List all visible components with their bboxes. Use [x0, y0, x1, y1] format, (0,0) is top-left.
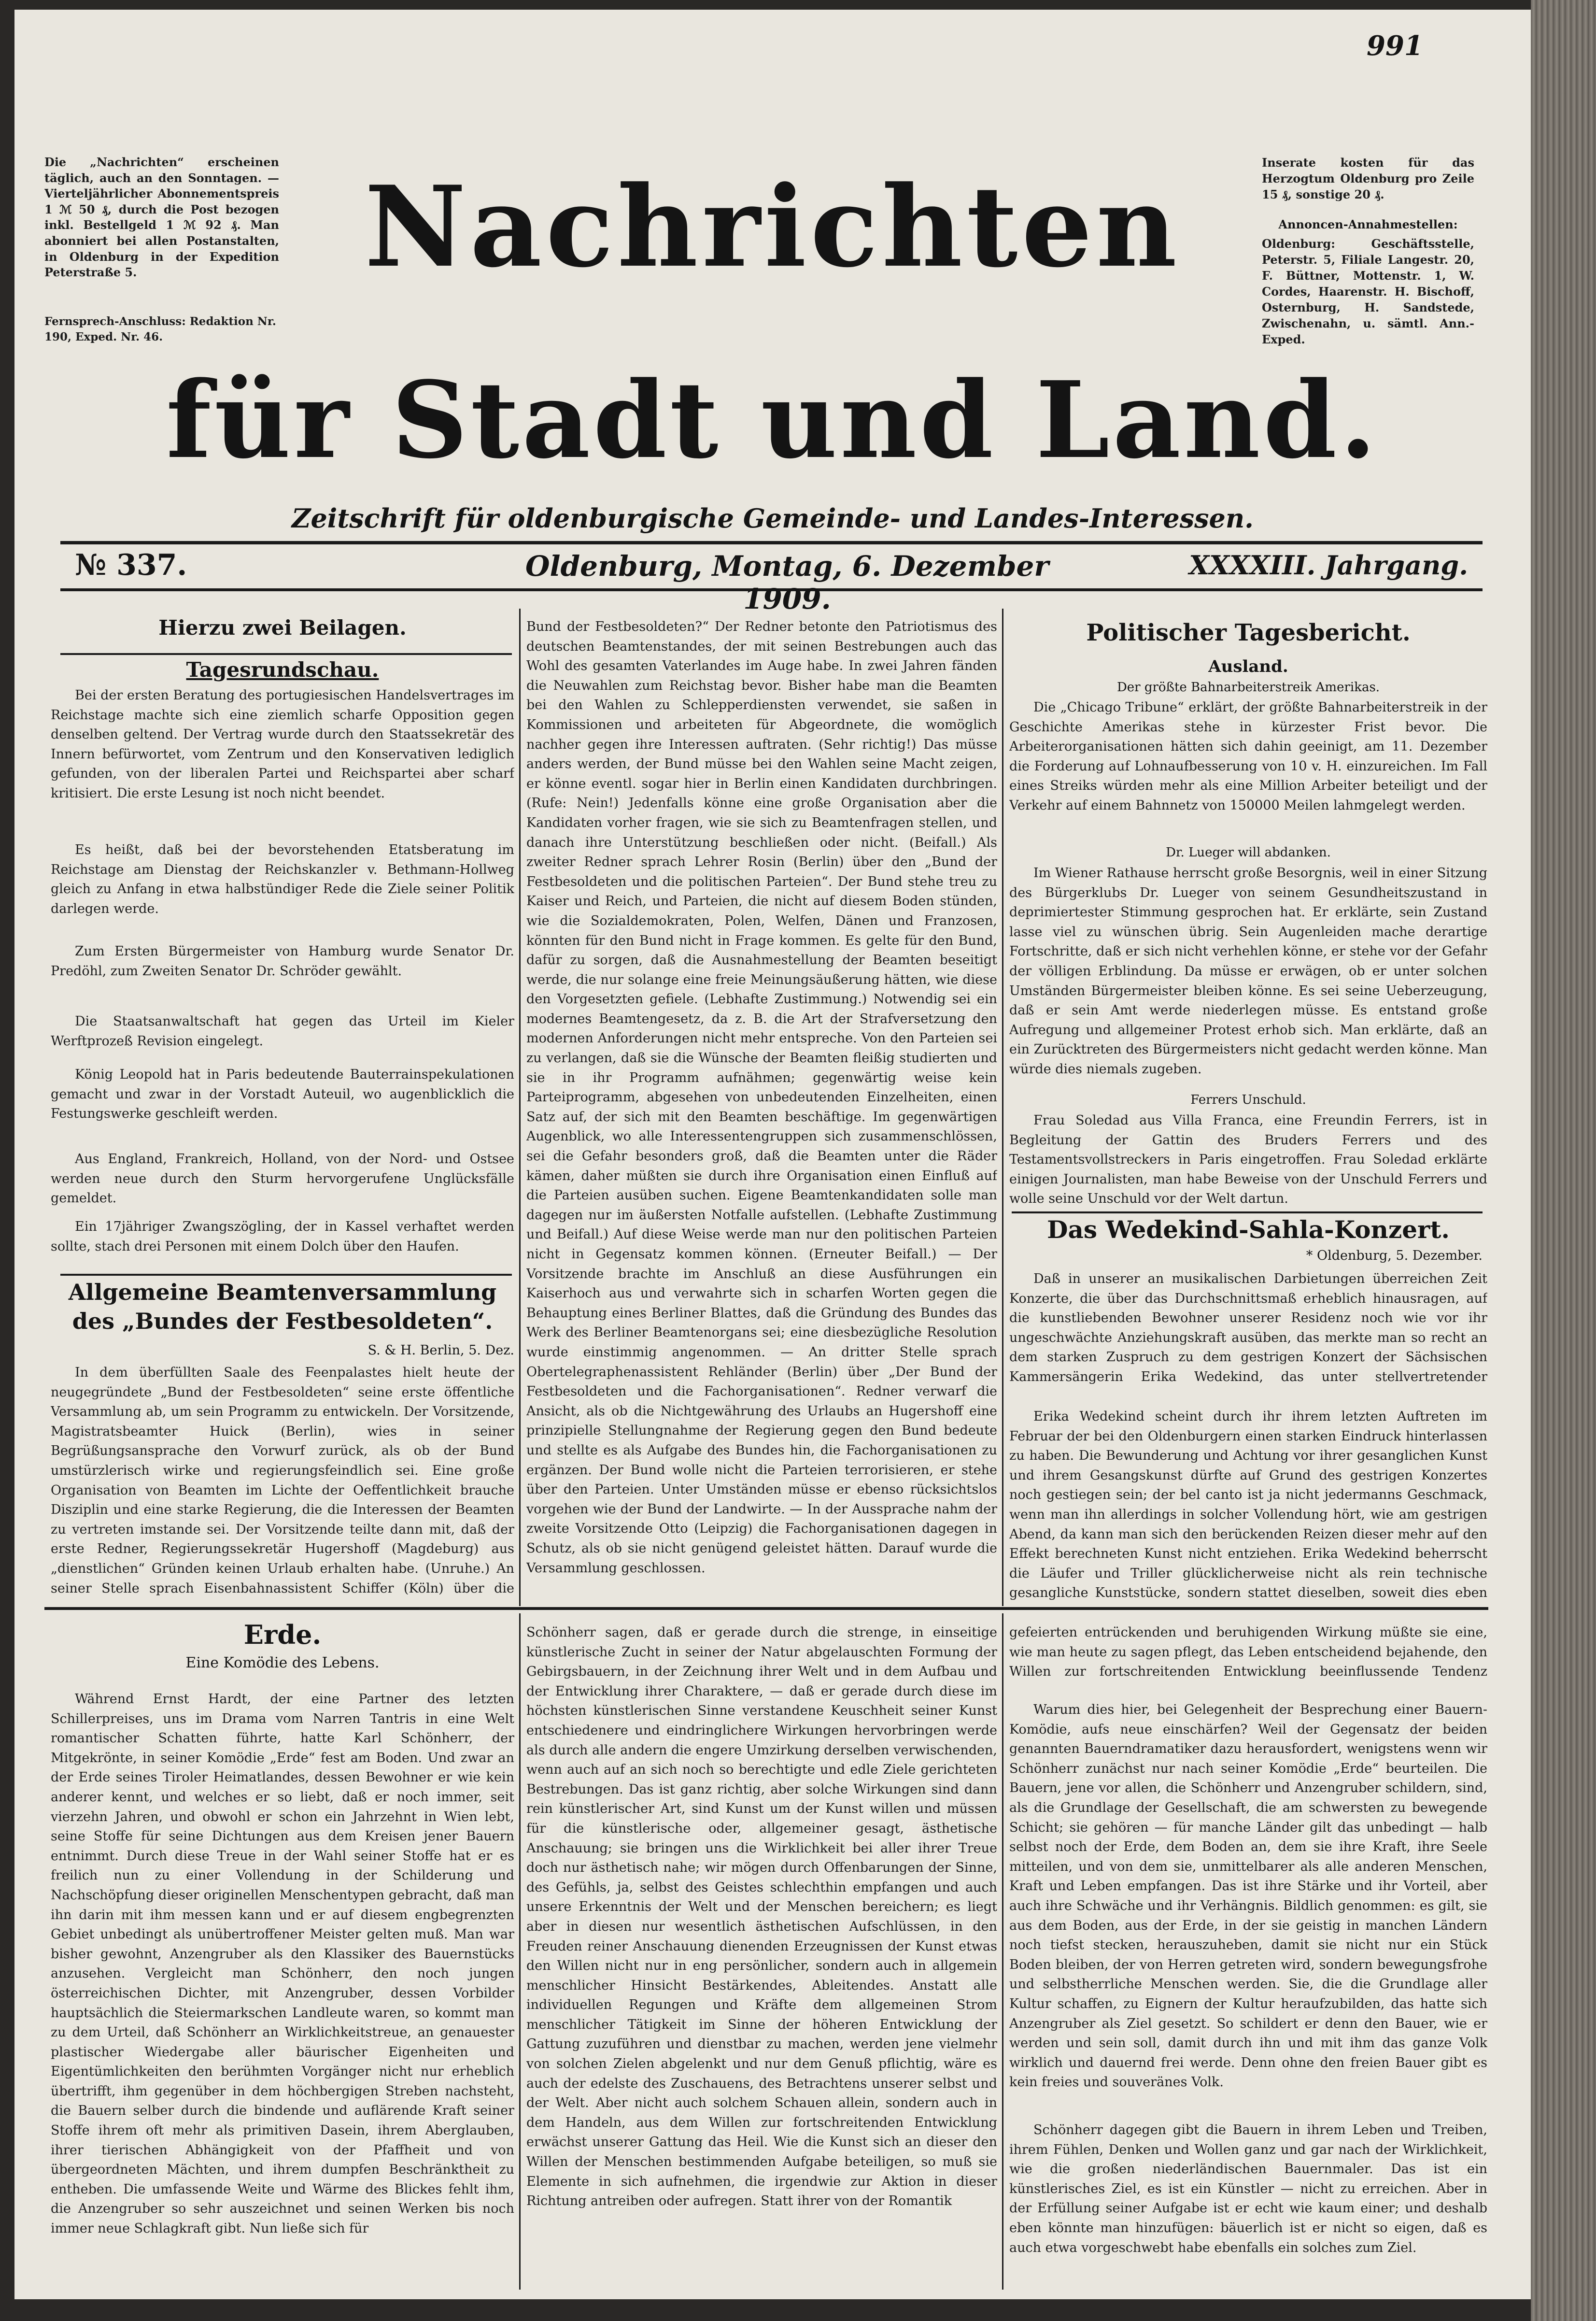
- issue-date: Oldenburg, Montag, 6. Dezember 1909.: [525, 550, 1049, 615]
- phone-info: Fernsprech-Anschluss: Redaktion Nr. 190, Exped. Nr. 46.: [44, 315, 276, 343]
- book-spine: [1531, 0, 1596, 2321]
- advert-offices: Oldenburg: Geschäftsstelle, Peterstr. 5, Filiale Langestr. 20, F. Büttner, Mottenstr. 1, W. Cordes, Haarenstr. H. Bischoff, Osternburg, H. Sandstede, Zwischenahn, u. sämtl. Ann.-Exped.: [1262, 237, 1474, 346]
- col1-paragraph-4: Die Staatsanwaltschaft hat gegen das Urteil im Kieler Werftprozeß Revision eingelegt.: [51, 1014, 514, 1049]
- tagesbericht-heading: Politischer Tagesbericht.: [1086, 619, 1411, 646]
- konzert-heading: Das Wedekind-Sahla-Konzert.: [1047, 1215, 1450, 1244]
- feuilleton-paragraph-5: Schönherr dagegen gibt die Bauern in ihrem Leben und Treiben, ihrem Fühlen, Denken und Wollen ganz und gar nach der Wirklichkeit, wie die großen niederländischen Bauernmaler. Das ist ein künstlerisches Ziel, es ist ein Künstler — nicht zu erreichen. Aber in der Erfüllung seiner Aufgabe ist er echt wie kaum einer; und deshalb eben könnte man hinzufügen: bäuerlich ist er nicht so eigen, daß es auch etwa vorgeschwebt habe ebenfalls ein solches zum Ziel.: [1009, 2122, 1487, 2255]
- advert-offices-heading: Annoncen-Annahmestellen:: [1278, 217, 1458, 231]
- beilagen-note: Hierzu zwei Beilagen.: [158, 616, 407, 640]
- feuilleton-paragraph-4: Warum dies hier, bei Gelegenheit der Besprechung einer Bauern-Komödie, aufs neue einschärfen? Weil der Gegensatz der beiden genannten Bauerndramatiker dazu herausfordert, wenigstens wenn wir Schönherr zunächst nur nach seiner Komödie „Erde“ beurteilen. Die Bauern, jene vor allen, die Schönherr und Anzengruber schildern, sind, als die Grundlage der Gesellschaft, die am schwersten zu bewegende Schicht; sie gehören — für manche Länder gilt das unbedingt — halb selbst noch der Erde, dem Boden an, dem sie ihre Kraft, ihre Seele mitteilen, und von dem sie, unmittelbarer als alle anderen Menschen, Kraft und Leben empfangen. Das ist ihre Stärke und ihr Vorteil, aber auch ihre Schwäche und ihr Verhängnis. Bildlich genommen: es gilt, sie aus dem Boden, aus der Erde, in der sie geistig in manchen Ländern noch tiefst stecken, herauszuheben, damit sie nicht nur ein Stück Boden bleiben, der von Herren getreten wird, sondern bewegungsfrohe und selbstherrliche Menschen werden. Sie, die die Grundlage aller Kultur schaffen, zu Eignern der Kultur heraufzubilden, das hatte sich Anzengruber als Ziel gesetzt. So schildert er denn den Bauer, wie er werden und sein soll, damit durch ihn und mit ihm das ganze Volk wirklich und dauernd frei werde. Denn ohne den freien Bauer gibt es kein freies und souveränes Volk.: [1009, 1702, 1487, 2090]
- col3-paragraph-3: Frau Soledad aus Villa Franca, eine Freundin Ferrers, ist in Begleitung der Gattin des Bruders Ferrers und des Testamentsvollstreckers in Paris eingetroffen. Frau Soledad erklärte einigen Journalisten, man habe Beweise von der Unschuld Ferrers und wolle seine Unschuld vor der Welt dartun.: [1009, 1113, 1487, 1207]
- page-number: 991: [1367, 30, 1423, 62]
- col2-article-continued: Bund der Festbesoldeten?“ Der Redner betonte den Patriotismus des deutschen Beamtenstandes, der mit seinen Bestrebungen auch das Wohl des gesamten Vaterlandes im Auge habe. In zwei Jahren fänden die Neuwahlen zum Reichstag bevor. Bisher habe man die Beamten bei den Wahlen zu Schlepperdiensten verwendet, sie saßen in Kommissionen und arbeiteten für Abgeordnete, die womöglich nachher gegen ihre Interessen auftraten. (Sehr richtig!) Das müsse anders werden, der Bund müsse bei den Wahlen seine Macht zeigen, er könne eventl. sogar hier in Berlin einen Kandidaten durchbringen. (Rufe: Nein!) Jedenfalls könne eine große Organisation aber die Kandidaten vorher fragen, wie sie sich zu Beamtenfragen stellen, und danach ihre Unterstützung beschließen oder nicht. (Beifall.) Als zweiter Redner sprach Lehrer Rosin (Berlin) über den „Bund der Festbesoldeten und die politischen Parteien“. Der Bund stehe treu zu Kaiser und Reich, und Parteien, die nicht auf diesem Boden stünden, wie die Sozialdemokraten, Polen, Welfen, Dänen und Franzosen, könnten für den Bund nicht in Frage kommen. Es gelte für den Bund, dafür zu sorgen, daß die Ausnahmestellung der Beamten beseitigt werde, die nur solange eine freie Meinungsäußerung hätten, wie diese den Vorgesetzten gefiele. (Lebhafte Zustimmung.) Notwendig sei ein modernes Beamtengesetz, da z. B. die Art der Strafversetzung den modernen Anforderungen nicht mehr entspreche. Von den Parteien sei zu verlangen, daß sie die Wünsche der Beamten fleißig studierten und sie in ihr Programm aufnähmen; gegenwärtig weise kein Parteiprogramm, abgesehen von unbedeutenden Einzelheiten, einen Satz auf, der sich mit den Beamten beschäftige. Im gegenwärtigen Augenblick, wo alle Interessentengruppen sich zusammenschlössen, sei die Gefahr besonders groß, daß die Beamten unter die Räder kämen, daher müßten sie durch ihre Organisation einen Einfluß auf die Parteien ausüben suchen. Eigene Beamtenkandidaten solle man dagegen nur im äußersten Notfalle aufstellen. (Lebhafte Zustimmung und Beifall.) Auf diese Weise werde man nur den politischen Parteien nicht in Gegensatz kommen können. (Erneuter Beifall.) — Der Vorsitzende brachte im Anschluß an diese Ausführungen ein Kaiserhoch aus und verwahrte sich in scharfen Worten gegen die Behauptung eines Berliner Blattes, daß die Gründung des Bundes das Werk des Berliner Beamtenorgans sei; eine diesbezügliche Resolution wurde einstimmig angenommen. — An dritter Stelle sprach Obertelegraphenassistent Rehländer (Berlin) über „Der Bund der Festbesoldeten und die Fachorganisationen“. Redner verwarf die Ansicht, als ob die Nichtgewährung des Urlaubs an Hugershoff eine prinzipielle Stellungnahme der Regierung gegen den Bund bedeute und stellte es als Aufgabe des Bundes hin, die Fachorganisationen zu ergänzen. Der Bund wolle nicht die Parteien terrorisieren, er stehe über den Parteien. Unter Umständen müsse er ebenso rücksichtslos vorgehen wie der Bund der Landwirte. — In der Aussprache nahm der zweite Vorsitzende Otto (Leipzig) die Fachorganisationen dagegen in Schutz, als ob sie nicht genügend geleistet hätten. Darauf wurde die Versammlung geschlossen.: [526, 619, 997, 1576]
- col1-paragraph-2: Es heißt, daß bei der bevorstehenden Etatsberatung im Reichstage am Dienstag der Reichskanzler v. Bethmann-Hollweg gleich zu Anfang in etwa halbstündiger Rede die Ziele seiner Politik darlegen werde.: [51, 842, 514, 916]
- feuilleton-rule: [44, 1607, 1488, 1610]
- masthead-title-line1: Nachrichten: [364, 162, 1181, 292]
- col1-paragraph-6: Aus England, Frankreich, Holland, von der Nord- und Ostsee werden neue durch den Sturm hervorgerufene Unglücksfälle gemeldet.: [51, 1152, 514, 1206]
- dateline-rule-top: [60, 541, 1483, 544]
- masthead-subtitle: Zeitschrift für oldenburgische Gemeinde- und Landes-Interessen.: [292, 503, 1254, 534]
- masthead-title-line2: für Stadt und Land.: [166, 358, 1380, 482]
- col3-byline: * Oldenburg, 5. Dezember.: [1306, 1248, 1483, 1263]
- feuilleton-paragraph-2: Schönherr sagen, daß er gerade durch die strenge, in einseitige künstlerische Zucht in seiner der Natur abgelauschten Formung der Gebirgsbauern, in der Zeichnung ihrer Welt und in dem Aufbau und der Entwicklung ihrer Charaktere, — daß er gerade durch diese im höchsten künstlerischen Sinne verstandene Keuschheit seiner Kunst entschiedenere und eindringlichere Wirkungen hervorbringen werde als durch alle andern die engere Umzirkung derselben verwischenden, wenn auch auf an sich noch so berechtigte und edle Ziele gerichteten Bestrebungen. Das ist ganz richtig, aber solche Wirkungen sind dann rein künstlerischer Art, sind Kunst um der Kunst willen und müssen für die künstlerische oder, allgemeiner gesagt, ästhetische Anschauung; sie bringen uns die Wirklichkeit bei aller ihrer Treue doch nur ästhetisch nahe; wir mögen durch Offenbarungen der Sinne, des Gefühls, ja, selbst des Geistes schlechthin empfangen und auch unsere Erkenntnis der Welt und der Menschen bereichern; es liegt aber in diesen nur wesentlich ästhetischen Aufschlüssen, in den Freuden reiner Anschauung dienenden Erzeugnissen der Kunst etwas den Willen nicht nur in eng persönlicher, sondern auch in allgemein menschlicher Hinsicht Bestärkendes, Ableitendes. Anstatt alle individuellen Regungen und Kräfte dem allgemeinen Strom menschlicher Tätigkeit im Sinne der höheren Entwicklung der Gattung zuzuführen und dienstbar zu machen, werden jene vielmehr von solchen Zielen abgelenkt und nur dem Genuß pflichtig, wäre es auch der edelste des Zuschauens, des Betrachtens unserer selbst und der Welt. Aber nicht auch solchem Schauen allein, sondern auch in dem Handeln, aus dem Willen zur fortschreitenden Entwicklung erwächst unserer Gattung das Heil. Wie die Kunst sich an dieser den Willen der Menschen bestimmenden Aufgabe beteiligen, so muß sie Elemente in sich aufnehmen, die irgendwie zur Aktion in dieser Richtung antreiben oder aufregen. Statt ihrer von der Romantik: [526, 1625, 997, 2209]
- col3-rule-a: [1012, 1211, 1483, 1213]
- col3-paragraph-1: Die „Chicago Tribune“ erklärt, der größte Bahnarbeiterstreik in der Geschichte Amerikas stehe in kürzester Frist bevor. Die Arbeiterorganisationen hätten sich dahin geeinigt, am 11. Dezember die Forderung auf Lohnaufbesserung von 10 v. H. einzureichen. Im Fall eines Streiks würden mehr als eine Million Arbeiter beteiligt und der Verkehr auf einem Bahnnetz von 150000 Meilen lahmgelegt werden.: [1009, 700, 1487, 813]
- feuilleton-paragraph-1: Während Ernst Hardt, der eine Partner des letzten Schillerpreises, uns im Drama vom Narren Tantris in eine Welt romantischer Schatten führte, hatte Karl Schönherr, der Mitgekrönte, in seiner Komödie „Erde“ fest am Boden. Und zwar an der Erde seines Tiroler Heimatlandes, dessen Bewohner er wie kein anderer kennt, und welches er so liebt, daß er noch immer, seit vierzehn Jahren, und obwohl er schon ein Jahrzehnt in Wien lebt, seine Stoffe für seine Dichtungen aus dem Kreisen jener Bauern entnimmt. Durch diese Treue in der Wahl seiner Stoffe hat er es freilich nun zu einer Vollendung in der Schilderung und Nachschöpfung dieser originellen Menschentypen gebracht, daß man ihn darin mit ihm messen kann und er auf diesem engbegrenzten Gebiet unbedingt als unübertroffener Meister gelten muß. Man war bisher gewohnt, Anzengruber als den Klassiker des Bauernstücks anzusehen. Vergleicht man Schönherr, den noch jungen österreichischen Dichter, mit Anzengruber, dessen Vorbilder hauptsächlich die Steiermarkschen Landleute waren, so kommt man zu dem Urteil, daß Schönherr an Wirklichkeitstreue, an genauester plastischer Wiedergabe aller bäurischer Eigenheiten und Eigentümlichkeiten den berühmten Vorgänger nicht nur erheblich übertrifft, ihm gegenüber in dem höchbergigen Streben nachsteht, die Bauern selber durch die bindende und auflärende Kraft seiner Stoffe ihrem oft mehr als primitiven Dasein, ihrem Aberglauben, ihrer tierischen Abhängigkeit von der Pfaffheit und von übergeordneten Mächten, und ihrem dumpfen Beschränktheit zu entheben. Die umfassende Weite und Wärme des Blickes fehlt ihm, die Anzengruber so sehr auszeichnet und seinen Werken bis noch immer neue Schlagkraft gibt. Nun ließe sich für: [51, 1692, 514, 2236]
- col1-paragraph-7: Ein 17jähriger Zwangszögling, der in Kassel verhaftet werden sollte, stach drei Personen mit einem Dolch über den Haufen.: [51, 1219, 514, 1254]
- col1-rule-a: [60, 653, 512, 655]
- col1-paragraph-5: König Leopold hat in Paris bedeutende Bauterrainspekulationen gemacht und zwar in der Vorstadt Auteuil, wo augenblicklich die Festungswerke geschleift werden.: [51, 1067, 514, 1122]
- column-rule-4: [1002, 1613, 1003, 2290]
- col3-paragraph-4: Daß in unserer an musikalischen Darbietungen überreichen Zeit Konzerte, die über das Durchschnittsmaß erheblich hinausragen, auf die kunstliebenden Bewohner unserer Residenz noch wie vor ihr ungeschwächte Anziehungskraft ausüben, das merkte man so recht an dem starken Zuspruch zu dem gestrigen Konzert der Sächsischen Kammersängerin Erika Wedekind, das unter stellvertretender: [1009, 1271, 1487, 1384]
- newspaper-page: [14, 10, 1531, 2299]
- streik-title: Der größte Bahnarbeiterstreik Amerikas.: [1116, 680, 1380, 695]
- column-rule-1: [519, 609, 521, 1606]
- feuilleton-paragraph-3: gefeierten entrückenden und beruhigenden Wirkung müßte sie eine, wie man heute zu sagen pflegt, das Leben entscheidend bejahende, den Willen zur fortschreitenden Entwicklung beeinflussende Tendenz: [1009, 1625, 1487, 1680]
- col1-byline: S. & H. Berlin, 5. Dez.: [367, 1343, 514, 1358]
- col1-paragraph-8: In dem überfüllten Saale des Feenpalastes hielt heute der neugegründete „Bund der Festbesoldeten“ seine erste öffentliche Versammlung ab, um sein Programm zu entwickeln. Der Vorsitzende, Magistratsbeamter Huick (Berlin), wies in seiner Begrüßungsansprache den Vorwurf zurück, als ob der Bund umstürzlerisch wirke und regierungsfeindlich sei. Eine große Organisation von Beamten im Lichte der Oeffentlichkeit brauche Disziplin und eine starke Regierung, die die Interessen der Beamten zu vertreten imstande sei. Der Vorsitzende teilte dann mit, daß der erste Redner, Regierungssekretär Hugershoff (Magdeburg) aus „dienstlichen“ Gründen keinen Urlaub erhalten habe. (Unruhe.) An seiner Stelle sprach Eisenbahnassistent Schiffer (Köln) über die: [51, 1365, 514, 1596]
- advert-rates: Inserate kosten für das Herzogtum Oldenburg pro Zeile 15 ₰, sonstige 20 ₰.: [1262, 156, 1474, 201]
- ausland-heading: Ausland.: [1208, 657, 1288, 676]
- volume: XXXXIII. Jahrgang.: [1189, 550, 1468, 581]
- col3-paragraph-5: Erika Wedekind scheint durch ihr ihrem letzten Auftreten im Februar der bei den Oldenburgern einen starken Eindruck hinterlassen zu haben. Die Bewunderung und Achtung vor ihrer gesanglichen Kunst und ihrem Gesangskunst dürfte auf Grund des gestrigen Konzertes noch gestiegen sein; der bel canto ist ja nicht jedermanns Geschmack, wenn man ihn allerdings in solcher Vollendung hört, wie am gestrigen Abend, da kann man sich den berückenden Reizen dieser mehr auf den Effekt berechneten Kunst nicht entziehen. Erika Wedekind beherrscht die Läufer und Triller glücklicherweise nicht als rein technische gesangliche Kunststücke, sondern stattet dieselben, soweit dies eben: [1009, 1409, 1487, 1601]
- lueger-title: Dr. Lueger will abdanken.: [1166, 845, 1331, 860]
- col1-paragraph-3: Zum Ersten Bürgermeister von Hamburg wurde Senator Dr. Predöhl, zum Zweiten Senator Dr. Schröder gewählt.: [51, 944, 514, 979]
- column-rule-3: [519, 1613, 521, 2290]
- issue-number: № 337.: [75, 548, 187, 582]
- column-rule-2: [1002, 609, 1003, 1606]
- tagesrundschau-heading: Tagesrundschau.: [186, 658, 379, 682]
- col3-paragraph-2: Im Wiener Rathause herrscht große Besorgnis, weil in einer Sitzung des Bürgerklubs Dr. Lueger von seinem Gesundheitszustand in deprimiertester Stimmung gesprochen hat. Er erklärte, sein Zustand lasse viel zu wünschen übrig. Sein Augenleiden mache derartige Fortschritte, daß er sich nicht verhehlen könne, er stehe vor der Gefahr der völligen Erblindung. Da müsse er erwägen, ob er unter solchen Umständen Bürgermeister bleiben könne. Es sei seine Ueberzeugung, daß er sein Amt werde niederlegen müsse. Es entstand große Aufregung und allgemeiner Protest erhob sich. Man erklärte, daß an ein Zurücktreten des Bürgermeisters nicht gedacht werden könne. Man würde dies niemals zugeben.: [1009, 866, 1487, 1077]
- col1-rule-b: [60, 1274, 512, 1276]
- ferrer-title: Ferrers Unschuld.: [1190, 1093, 1306, 1107]
- erde-heading: Erde.: [243, 1619, 322, 1650]
- subscription-info: Die „Nachrichten“ erscheinen täglich, auch an den Sonntagen. — Vierteljährlicher Abonnementspreis 1 ℳ 50 ₰, durch die Post bezogen inkl. Bestellgeld 1 ℳ 92 ₰. Man abonniert bei allen Postanstalten, in Oldenburg in der Expedition Peterstraße 5.: [44, 155, 279, 280]
- erde-subheading: Eine Komödie des Lebens.: [185, 1654, 380, 1671]
- beamtenversammlung-heading: Allgemeine Beamtenversammlung des „Bundes der Festbesoldeten“.: [68, 1279, 497, 1334]
- col1-paragraph-1: Bei der ersten Beratung des portugiesischen Handelsvertrages im Reichstage machte sich eine ziemlich scharfe Opposition gegen denselben geltend. Der Vertrag wurde durch den Staatssekretär des Innern befürwortet, vom Zentrum und den Konservativen lediglich gefunden, von der liberalen Partei und Reichspartei aber scharf kritisiert. Die erste Lesung ist noch nicht beendet.: [51, 688, 514, 801]
